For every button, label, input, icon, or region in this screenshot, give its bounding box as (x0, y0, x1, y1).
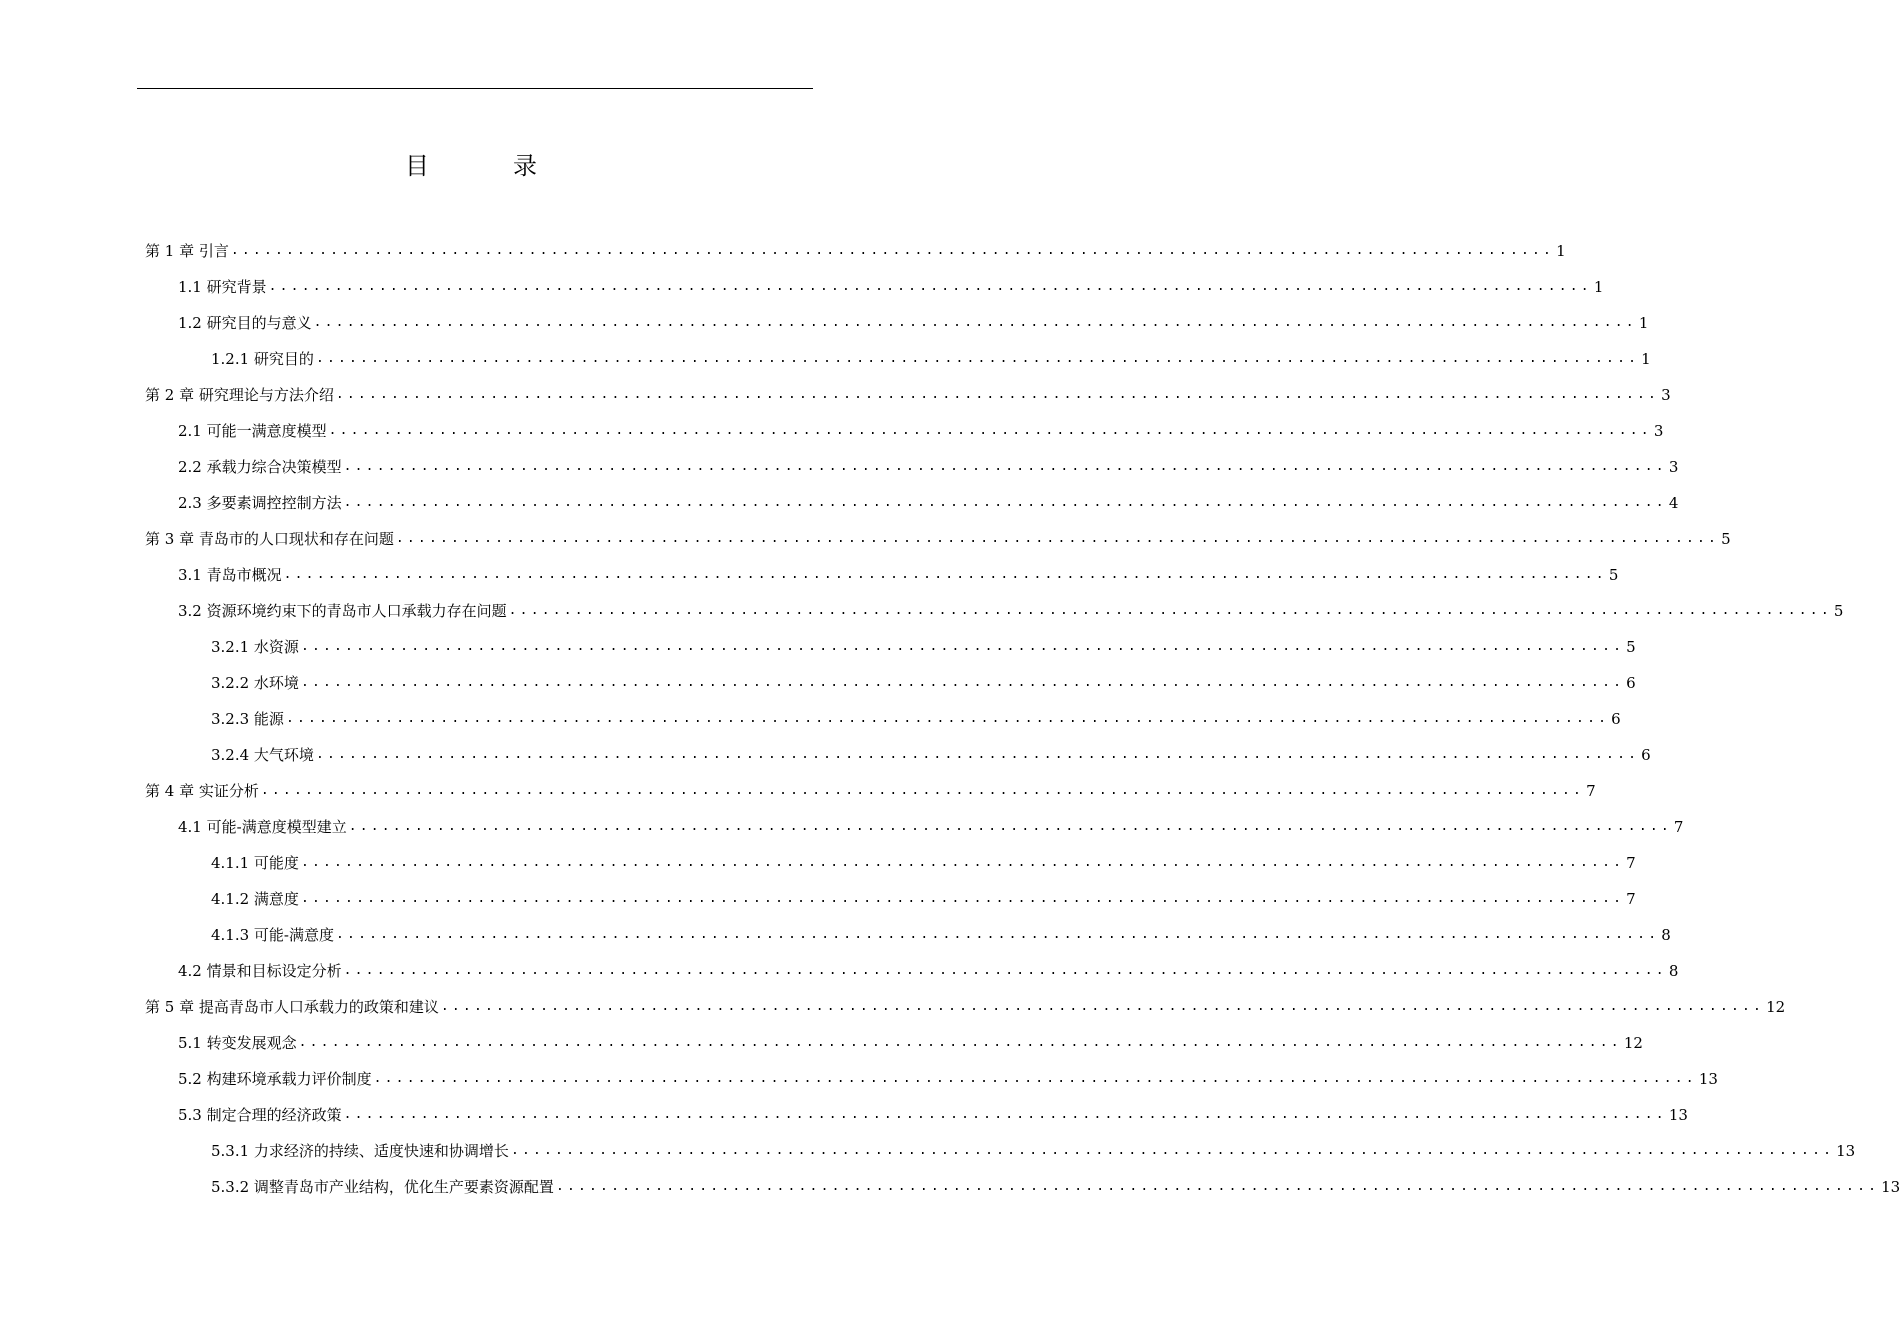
toc-entry[interactable] (145, 233, 1566, 269)
dot-leader: ........................................................................................................................ (373, 1071, 1697, 1086)
toc-entry-label: 4.1.3 可能-满意度 (211, 926, 335, 944)
toc-entry-label: 5.2 构建环境承载力评价制度 (178, 1070, 372, 1088)
toc-entry-label: 5.3.2 调整青岛市产业结构，优化生产要素资源配置 (211, 1178, 554, 1196)
toc-entry-page: 13 (1698, 1070, 1718, 1088)
dot-leader: ........................................................................................................................ (300, 891, 1625, 906)
toc-entry[interactable] (178, 269, 1604, 305)
toc-entry-page: 1 (1556, 242, 1566, 260)
toc-entry-label: 4.1.2 满意度 (211, 890, 299, 908)
toc-entry[interactable] (145, 773, 1596, 809)
toc-entry-page: 5 (1608, 566, 1619, 584)
toc-entry-label: 1.1 研究背景 (178, 278, 267, 296)
toc-entry-page: 12 (1766, 998, 1786, 1016)
toc-entry-label: 5.3.1 力求经济的持续、适度快速和协调增长 (211, 1142, 509, 1160)
dot-leader: ........................................................................................................................ (440, 999, 1765, 1014)
toc-entry-label: 5.1 转变发展观念 (178, 1034, 297, 1052)
toc-entry[interactable] (211, 1169, 1900, 1205)
toc-entry-page: 13 (1881, 1178, 1900, 1196)
toc-entry-label: 3.2.3 能源 (211, 710, 284, 728)
toc-entry-page: 6 (1641, 746, 1651, 764)
toc-entry-page: 8 (1661, 926, 1671, 944)
toc-entry-page: 3 (1661, 386, 1671, 404)
dot-leader: ........................................................................................................................ (508, 603, 1832, 618)
toc-entry-label: 1.2.1 研究目的 (211, 350, 314, 368)
toc-entry-page: 7 (1673, 818, 1684, 836)
toc-entry-page: 4 (1668, 494, 1679, 512)
toc-entry-label: 第 3 章 青岛市的人口现状和存在问题 (145, 530, 394, 548)
toc-entry-label: 2.3 多要素调控控制方法 (178, 494, 342, 512)
toc-entry-label: 第 2 章 研究理论与方法介绍 (145, 386, 334, 404)
toc-entry-page: 5 (1721, 530, 1731, 548)
toc-entry[interactable] (178, 809, 1684, 845)
toc-entry[interactable] (178, 1061, 1718, 1097)
toc-entry[interactable] (145, 989, 1786, 1025)
dot-leader: ........................................................................................................................ (343, 495, 1667, 510)
dot-leader: ........................................................................................................................ (343, 1107, 1667, 1122)
toc-entry[interactable] (178, 953, 1679, 989)
toc-entry-page: 6 (1626, 674, 1636, 692)
toc-entry-page: 8 (1668, 962, 1679, 980)
dot-leader: ........................................................................................................................ (300, 639, 1625, 654)
toc-entry-label: 2.2 承载力综合决策模型 (178, 458, 342, 476)
toc-entry-label: 4.1.1 可能度 (211, 854, 299, 872)
toc-entry-page: 5 (1626, 638, 1636, 656)
toc-entry-label: 3.2.1 水资源 (211, 638, 299, 656)
toc-entry-label: 第 5 章 提高青岛市人口承载力的政策和建议 (145, 998, 439, 1016)
table-of-contents (0, 233, 1900, 1233)
toc-entry[interactable] (145, 521, 1731, 557)
toc-entry-label: 1.2 研究目的与意义 (178, 314, 312, 332)
toc-entry-page: 1 (1638, 314, 1649, 332)
toc-entry-page: 7 (1626, 890, 1636, 908)
dot-leader: ........................................................................................................................ (230, 243, 1555, 258)
dot-leader: ........................................................................................................................ (260, 783, 1585, 798)
toc-entry-page: 3 (1668, 458, 1679, 476)
toc-entry-page: 7 (1626, 854, 1636, 872)
toc-entry[interactable] (211, 665, 1636, 701)
toc-entry-page: 13 (1668, 1106, 1688, 1124)
toc-entry-page: 6 (1611, 710, 1621, 728)
toc-entry-page: 1 (1641, 350, 1651, 368)
toc-entry[interactable] (211, 881, 1636, 917)
toc-entry-label: 第 1 章 引言 (145, 242, 229, 260)
toc-entry[interactable] (211, 701, 1621, 737)
toc-entry-page: 13 (1836, 1142, 1856, 1160)
toc-entry-label: 4.1 可能-满意度模型建立 (178, 818, 347, 836)
toc-entry[interactable] (211, 629, 1636, 665)
toc-entry[interactable] (178, 593, 1844, 629)
toc-entry-label: 3.2.2 水环境 (211, 674, 299, 692)
dot-leader: ........................................................................................................................ (315, 351, 1640, 366)
page-title: 目 录 (405, 152, 567, 180)
toc-entry-page: 1 (1593, 278, 1604, 296)
dot-leader: ........................................................................................................................ (283, 567, 1607, 582)
toc-entry-page: 5 (1833, 602, 1844, 620)
dot-leader: ........................................................................................................................ (343, 459, 1667, 474)
toc-entry-page: 7 (1586, 782, 1596, 800)
dot-leader: ........................................................................................................................ (285, 711, 1610, 726)
dot-leader: ........................................................................................................................ (335, 387, 1660, 402)
dot-leader: ........................................................................................................................ (343, 963, 1667, 978)
toc-entry[interactable] (211, 917, 1671, 953)
toc-entry[interactable] (211, 737, 1651, 773)
dot-leader: ........................................................................................................................ (348, 819, 1672, 834)
toc-entry-label: 3.2.4 大气环境 (211, 746, 314, 764)
dot-leader: ........................................................................................................................ (510, 1143, 1835, 1158)
toc-entry[interactable] (145, 377, 1671, 413)
toc-entry[interactable] (178, 485, 1679, 521)
toc-entry[interactable] (211, 1133, 1856, 1169)
dot-leader: ........................................................................................................................ (300, 855, 1625, 870)
toc-entry-label: 5.3 制定合理的经济政策 (178, 1106, 342, 1124)
dot-leader: ........................................................................................................................ (313, 315, 1637, 330)
toc-entry[interactable] (178, 557, 1619, 593)
dot-leader: ........................................................................................................................ (300, 675, 1625, 690)
toc-entry-label: 3.1 青岛市概况 (178, 566, 282, 584)
dot-leader: ........................................................................................................................ (555, 1179, 1880, 1194)
toc-entry[interactable] (211, 845, 1636, 881)
toc-entry[interactable] (178, 1025, 1643, 1061)
dot-leader: ........................................................................................................................ (268, 279, 1592, 294)
header-rule (137, 88, 813, 89)
dot-leader: ........................................................................................................................ (336, 927, 1660, 942)
toc-entry[interactable] (178, 413, 1664, 449)
toc-entry[interactable] (211, 341, 1651, 377)
dot-leader: ........................................................................................................................ (298, 1035, 1622, 1050)
toc-entry-page: 3 (1653, 422, 1664, 440)
toc-entry-label: 4.2 情景和目标设定分析 (178, 962, 342, 980)
toc-entry-page: 12 (1623, 1034, 1643, 1052)
toc-entry[interactable] (178, 305, 1649, 341)
dot-leader: ........................................................................................................................ (328, 423, 1652, 438)
toc-entry[interactable] (178, 449, 1679, 485)
dot-leader: ........................................................................................................................ (315, 747, 1640, 762)
dot-leader: ........................................................................................................................ (395, 531, 1720, 546)
toc-entry[interactable] (178, 1097, 1688, 1133)
toc-entry-label: 第 4 章 实证分析 (145, 782, 259, 800)
toc-entry-label: 2.1 可能一满意度模型 (178, 422, 327, 440)
toc-entry-label: 3.2 资源环境约束下的青岛市人口承载力存在问题 (178, 602, 507, 620)
